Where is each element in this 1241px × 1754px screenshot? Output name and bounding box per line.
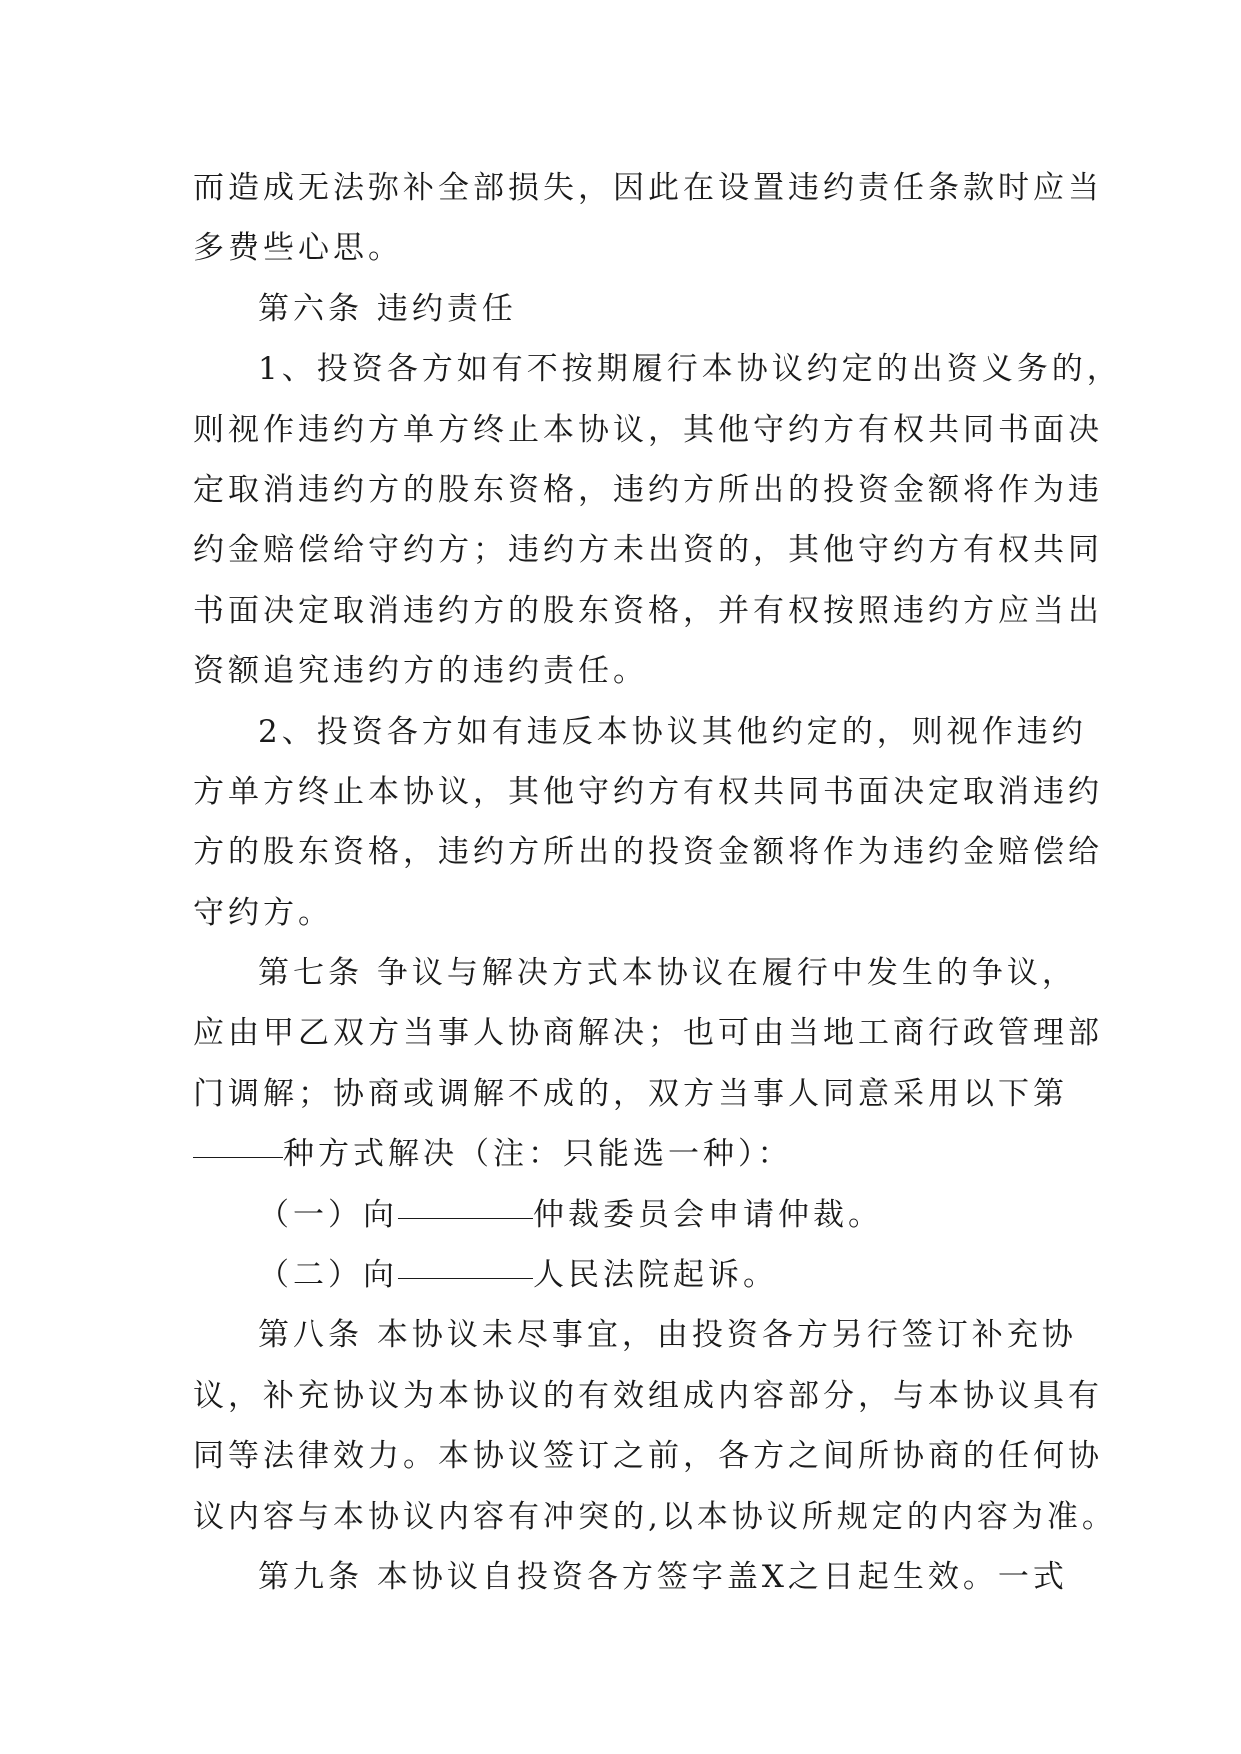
paragraph-line: 定取消违约方的股东资格，违约方所出的投资金额将作为违: [193, 471, 1103, 508]
paragraph-line: 资额追究违约方的违约责任。: [193, 653, 648, 690]
paragraph-line: 书面决定取消违约方的股东资格，并有权按照违约方应当出: [193, 592, 1103, 629]
article-6-heading: 第六条 违约责任: [258, 290, 517, 327]
option-text: 人民法院起诉。: [533, 1257, 778, 1294]
paragraph-line: 方的股东资格，违约方所出的投资金额将作为违约金赔偿给: [193, 834, 1103, 871]
line-text: 种方式解决（注：只能选一种）：: [283, 1136, 793, 1173]
paragraph-line: 同等法律效力。本协议签订之前，各方之间所协商的任何协: [193, 1438, 1103, 1475]
document-body: [193, 158, 1122, 1607]
fill-in-blank: [398, 1217, 533, 1219]
fill-in-blank: [398, 1277, 533, 1279]
paragraph-line: 而造成无法弥补全部损失，因此在设置违约责任条款时应当: [193, 170, 1103, 206]
option-text: 仲裁委员会申请仲裁。: [533, 1196, 883, 1233]
article-7-heading: 第七条 争议与解决方式本协议在履行中发生的争议，: [258, 955, 1077, 992]
option-one-line: [193, 1185, 1053, 1245]
paragraph-line: 则视作违约方单方终止本协议，其他守约方有权共同书面决: [193, 411, 1103, 448]
paragraph-line: 议内容与本协议内容有冲突的,以本协议所规定的内容为准。: [193, 1498, 1117, 1535]
paragraph-line: 应由甲乙双方当事人协商解决；也可由当地工商行政管理部: [193, 1015, 1103, 1052]
paragraph-line: 多费些心思。: [193, 230, 403, 267]
paragraph-line: 方单方终止本协议，其他守约方有权共同书面决定取消违约: [193, 773, 1103, 810]
option-label: （二）向: [258, 1257, 398, 1294]
article-9-heading: 第九条 本协议自投资各方签字盖X之日起生效。一式: [258, 1558, 1068, 1595]
paragraph-line: 议，补充协议为本协议的有效组成内容部分，与本协议具有: [193, 1377, 1103, 1414]
option-label: （一）向: [258, 1196, 398, 1233]
article-8-heading: 第八条 本协议未尽事宜，由投资各方另行签订补充协: [258, 1317, 1077, 1354]
option-two-line: [193, 1245, 1053, 1305]
paragraph-line: 2、投资各方如有违反本协议其他约定的，则视作违约: [258, 713, 1087, 750]
paragraph-line: 门调解；协商或调解不成的，双方当事人同意采用以下第: [193, 1075, 1068, 1112]
paragraph-line: [193, 1124, 1053, 1184]
paragraph-line: 1、投资各方如有不按期履行本协议约定的出资义务的，: [258, 351, 1122, 388]
paragraph-line: 守约方。: [193, 894, 333, 931]
paragraph-line: 约金赔偿给守约方；违约方未出资的，其他守约方有权共同: [193, 532, 1103, 569]
fill-in-blank: [193, 1156, 283, 1158]
